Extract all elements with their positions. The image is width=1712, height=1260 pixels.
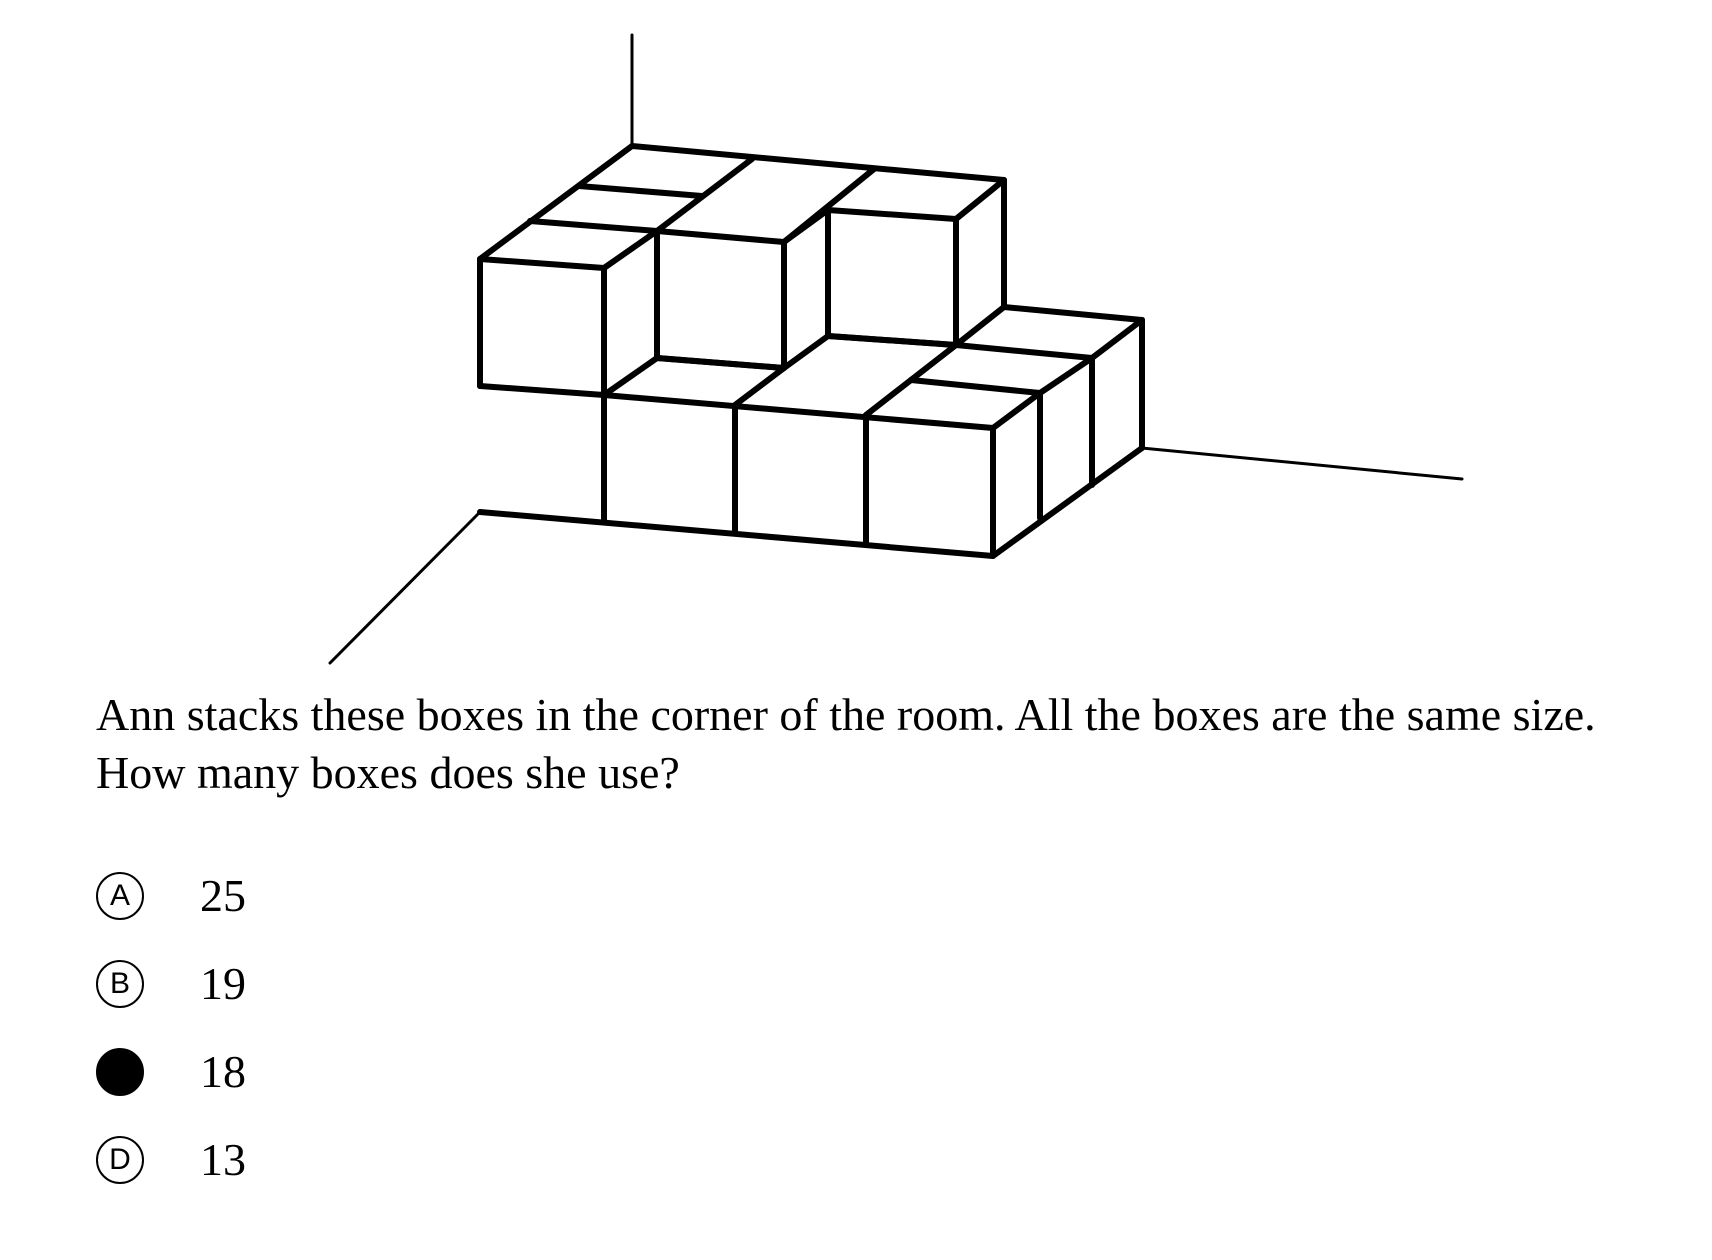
choice-a[interactable]: [96, 868, 496, 928]
choice-c-bubble-selected[interactable]: [96, 1048, 144, 1096]
choice-d-value: 13: [200, 1134, 246, 1185]
choice-a-bubble[interactable]: A: [96, 872, 144, 920]
room-corner-lines: [330, 35, 1462, 663]
question-text: [96, 686, 1706, 802]
choice-b[interactable]: [96, 956, 496, 1016]
lower-tier-boxes: [480, 307, 1142, 556]
question-line-1: Ann stacks these boxes in the corner of the room. All the boxes are the same size.: [96, 689, 1596, 740]
choice-b-bubble[interactable]: B: [96, 960, 144, 1008]
choice-c[interactable]: [96, 1044, 496, 1104]
choice-d[interactable]: [96, 1132, 496, 1192]
choice-d-bubble[interactable]: D: [96, 1136, 144, 1184]
choice-c-value: 18: [200, 1046, 246, 1097]
question-line-2: How many boxes does she use?: [96, 747, 680, 798]
choice-a-value: 25: [200, 870, 246, 921]
upper-tier-boxes: [480, 146, 1004, 395]
choice-b-value: 19: [200, 958, 246, 1009]
